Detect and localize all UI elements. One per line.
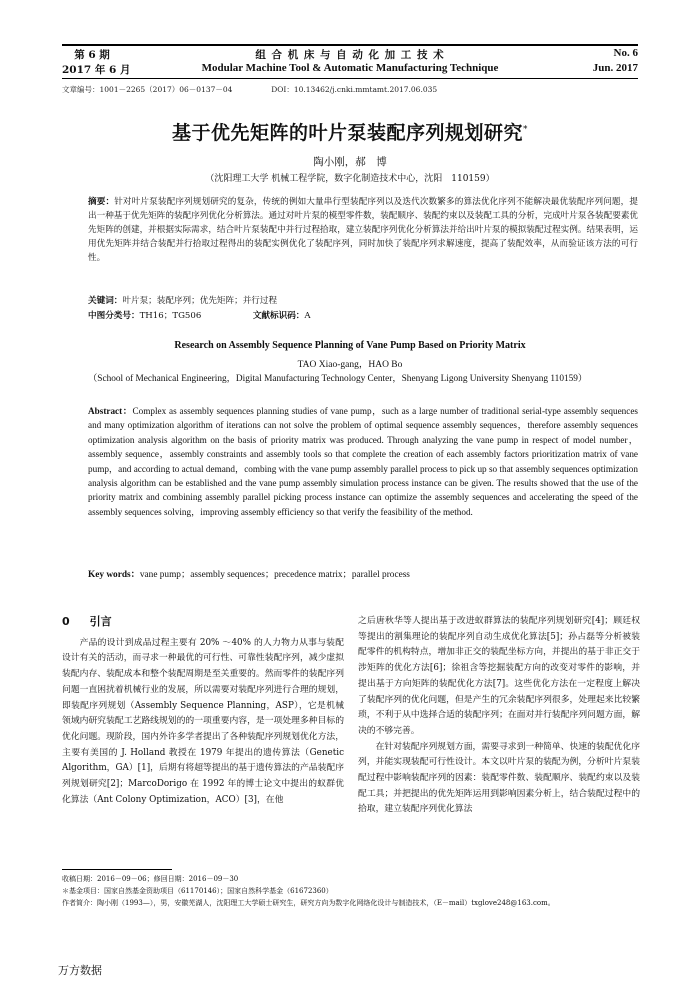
keywords-en-label: Key words： <box>88 570 140 580</box>
paragraph: 之后唐秋华等人提出基于改进蚁群算法的装配序列规划研究[4]；顾廷权等提出的割集理论的装配序列自动生成优化算法[5]；孙占磊等分析被装配零件的机构特点，增加非正交的装配坐标方向，并提出的基于非正交于涉矩阵的优化方法[6]；徐祖含等挖掘装配方向的改变对零件的影响，并提出基于方向矩阵的装配优化方法[7]。这些优化方法在一定程度上解决了装配序列的优化问题，但是产生的冗余装配序列很多，处理起来比较繁琐，不利于从中选择合适的装配序列；在面对并行装配序列问题方面，解决的不够完善。 <box>358 616 640 736</box>
date-en: Jun. 2017 <box>592 62 638 74</box>
footnote-fund: ＊基金项目：国家自然基金资助项目（61170146）；国家自然科学基金（61672360） <box>62 887 333 895</box>
abstract-en-text: Complex as assembly sequences planning studies of vane pump，such as a large number of traditional serial-type assembly sequences and many optimization algorithm of iterations can not solve the problem of optimal sequence assembly sequences，therefore assembly sequences optimization analysis algorithm on the basis of priority matrix was produced. Through analyzing the vane pump in respect of model number，assembly sequence，assembly constraints and assembly tools so that complete the creation of each assembly factors prioritization matrix of vane pump，and according to actual demand，combing with the vane pump assembly parallel process to pick up so that assembly sequences optimization analysis algorithm can be established and the vane pump assembly simulation process instance can be given. The results showed that the use of the priority matrix and combining assembly parallel picking process instance can optimize the assembly sequences and accelerating the speed of the assembly sequences solving，improving assembly efficiency so that verify the feasibility of the method. <box>88 406 638 517</box>
affiliation-cn: （沈阳理工大学 机械工程学院，数字化制造技术中心，沈阳 110159） <box>205 174 495 184</box>
doc-code-value: A <box>304 311 311 321</box>
abstract-cn-label: 摘要： <box>88 197 115 207</box>
issue-en: No. 6 <box>613 47 638 59</box>
abstract-en-label: Abstract： <box>88 406 133 416</box>
clc-label: 中图分类号： <box>88 311 140 321</box>
article-number: 文章编号：1001－2265（2017）06－0137－04 <box>62 85 233 94</box>
authors-en: TAO Xiao-gang，HAO Bo <box>297 360 403 370</box>
body-column-left <box>62 614 344 808</box>
date-cn: 2017 年 6 月 <box>62 64 131 76</box>
watermark-text: 万方数据 <box>58 964 102 977</box>
clc-value: TH16；TG506 <box>139 311 202 321</box>
journal-title-en: Modular Machine Tool & Automatic Manufacturing Technique <box>201 62 499 74</box>
header-rule-bottom <box>62 78 638 79</box>
footnote-rule <box>62 869 172 870</box>
keywords-cn-label: 关键词： <box>88 296 123 306</box>
article-meta <box>62 84 437 95</box>
keywords-en-text: vane pump；assembly sequences；precedence matrix；parallel process <box>139 570 410 580</box>
doc-code-label: 文献标识码： <box>252 311 305 321</box>
keywords-en <box>88 566 410 580</box>
classification-line <box>88 309 311 321</box>
issue-cn: 第 6 期 <box>74 49 110 61</box>
abstract-cn <box>88 195 638 265</box>
keywords-cn <box>88 294 277 306</box>
footnote-received: 收稿日期：2016－09－06；修回日期：2016－09－30 <box>62 875 239 883</box>
doi[interactable]: DOI：10.13462/j.cnki.mmtamt.2017.06.035 <box>271 85 438 94</box>
authors-cn: 陶小刚，郝 博 <box>313 156 387 168</box>
paragraph: 产品的设计到成品过程主要有 20% ～40% 的人力物力从事与装配设计有关的活动，而寻求一种最优的可行性、可靠性装配序列，减少虚拟装配内存、装配成本和整个装配周期是至关重要的。然而零件的装配序列问题一直困扰着机械行业的发展，所以需要对装配序列进行合理的规划，即装配序列规划（Assembly Sequence Planning，ASP），它是机械领域内研究装配工艺路线规划的的一项重要内容，是一项处理多种目标的优化问题。现阶段，国内外许多学者提出了各种装配序列规划优化方法，主要有美国的 J. Holland 教授在 1979 年提出的遗传算法（Genetic Algorithm，GA）[1]，后期有将超等提出的基于遗传算法的产品装配序列规划研究[2]；MarcoDorigo 在 1992 年的博士论文中提出的蚁群优化算法（Ant Colony Optimization，ACO）[3]，在他 <box>62 637 344 805</box>
title-footnote-mark: * <box>523 124 528 135</box>
abstract-cn-text: 针对叶片泵装配序列规划研究的复杂，传统的例如大量串行型装配序列以及迭代次数繁多的算法优化序列不能解决最优装配序列问题，提出一种基于优先矩阵的装配序列优化分析算法。通过对叶片泵的模型零件数，装配顺序、装配约束以及装配工具的分析，完成叶片泵各装配要素优先矩阵的创建，并根据实际需求，结合叶片泵装配中并行过程拾取，建立装配序列优化分析算法并给出叶片泵的模拟装配过程实例。结果表明，运用优先矩阵并结合装配并行拾取过程得出的装配实例优化了装配序列，同时加快了装配序列求解速度，提高了装配效率，从而验证该方法的可行性。 <box>88 197 639 263</box>
section-heading <box>62 614 344 630</box>
paper-title-cn: 基于优先矩阵的叶片泵装配序列规划研究* <box>171 122 528 144</box>
header-rule-top <box>62 44 638 46</box>
body-column-right <box>358 614 640 818</box>
keywords-cn-text: 叶片泵；装配序列；优先矩阵；并行过程 <box>122 296 278 306</box>
journal-title-cn: 组 合 机 床 与 自 动 化 加 工 技 术 <box>255 49 445 61</box>
footnote-bio: 作者简介：陶小刚（1993—），男，安徽芜湖人，沈阳理工大学硕士研究生，研究方向为数字化网络化设计与制造技术，（E－mail）txglove248@163.com。 <box>62 899 555 907</box>
section-title: 引言 <box>89 615 112 628</box>
section-number: 0 <box>62 615 70 628</box>
paragraph: 在针对装配序列规划方面，需要寻求到一种简单、快速的装配优化序列，并能实现装配可行性设计。本文以叶片泵的装配为例，分析叶片泵装配过程中影响装配序列的因素：装配零件数、装配顺序、装配约束以及装配工具；并把提出的优先矩阵运用到影响因素分析上，结合装配过程中的拾取，建立装配序列优化算法 <box>358 741 640 815</box>
affiliation-en: （School of Mechanical Engineering，Digital Manufacturing Technology Center，Shenyang Ligong University Shenyang 110159） <box>88 374 588 384</box>
abstract-en <box>88 404 638 519</box>
paper-title-en: Research on Assembly Sequence Planning of Vane Pump Based on Priority Matrix <box>174 340 526 351</box>
